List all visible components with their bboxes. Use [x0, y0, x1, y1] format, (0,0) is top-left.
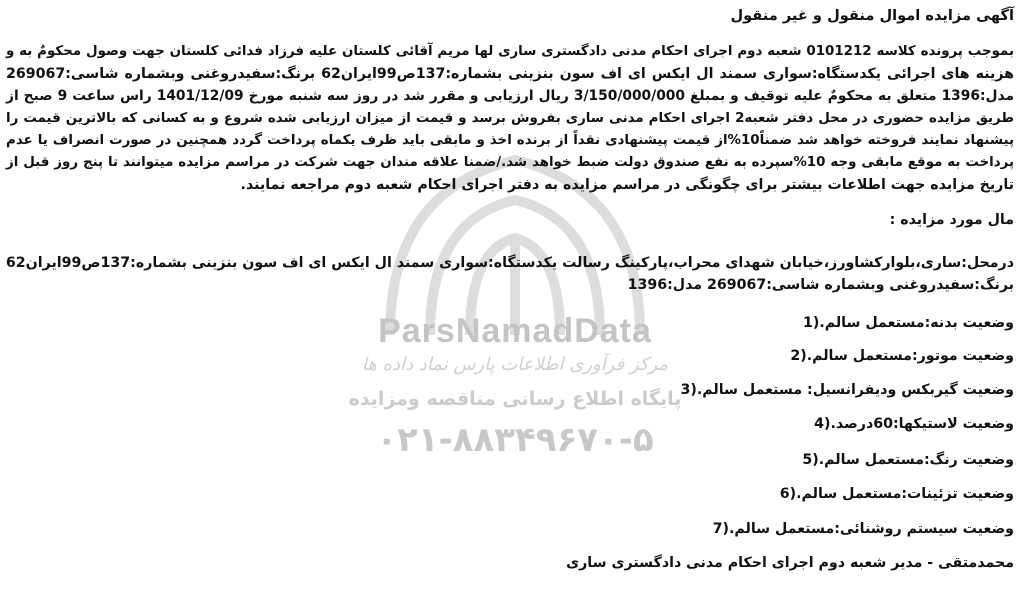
notice-body-line: پرداخت به موقع مابقی وجه 10%سپرده به نفع صندوق دولت ضبط خواهد شد./ضمنا علاقه مندان جهت شرکت در مراسم مزایده میتوانند تا پنج روز قبل از [6, 155, 1014, 170]
watermark-company-line: مرکز فرآوری اطلاعات پارس نماد داده ها [361, 354, 669, 375]
notice-body-line: بموجب پرونده کلاسه 0101212 شعبه دوم اجرای احکام مدنی دادگستری ساری لها مریم آقائی کلستان علیه فرزاد فدائی کلستان جهت وصول محکومٌ به و [6, 44, 1015, 59]
condition-item: وضعیت رنگ:مستعمل سالم.(5 [802, 452, 1014, 468]
property-heading: مال مورد مزایده : [889, 212, 1014, 228]
condition-item: وضعیت بدنه:مستعمل سالم.(1 [802, 315, 1014, 331]
property-location-line: درمحل:ساری،بلوارکشاورز،خیابان شهدای محراب،پارکینگ رسالت یکدستگاه:سواری سمند ال ایکس ای اف سون بنزینی بشماره:137ص99ایران62 [5, 255, 1014, 271]
condition-item: وضعیت گیربکس ودیفرانسیل: مستعمل سالم.(3 [680, 382, 1014, 398]
watermark-portal-line: پایگاه اطلاع رسانی مناقصه ومزایده [348, 388, 682, 410]
notice-body-line: طریق مزایده حضوری در محل دفتر شعبه2 اجرای احکام مدنی ساری بفروش برسد و قیمت از میزان ارزیابی شده شروع و به کسانی که بالاترین قیمت را [6, 111, 1015, 126]
condition-item: وضعیت سیستم روشنائی:مستعمل سالم.(7 [712, 521, 1014, 537]
notice-body-line: هزینه های اجرائی یکدستگاه:سواری سمند ال ایکس ای اف سون بنزینی بشماره:137ص99ایران62 برنگ:سفیدروغنی وبشماره شاسی:269067 [6, 66, 1014, 82]
notice-title: آگهی مزایده اموال منقول و غیر منقول [730, 7, 1014, 24]
notice-body-line: مدل:1396 متعلق به محکومٌ علیه توقیف و بمبلغ 3/150/000/000 ریال ارزیابی و مقرر شد در روز سه شنبه مورخ 1401/12/09 راس ساعت 9 صبح از [6, 88, 1014, 104]
property-location-line: برنگ:سفیدروغنی وبشماره شاسی:269067 مدل:1396 [627, 277, 1014, 293]
notice-body-line: تاریخ مزایده جهت اطلاعات بیشتر برای چگونگی در مراسم مزایده به دفتر اجرای احکام شعبه دوم مراجعه نمایند. [240, 177, 1014, 193]
notice-body-line: پیشنهاد نمایند فروخته خواهد شد ضمناً10%از قیمت پیشنهادی نقداً از برنده اخذ و مابقی باید ظرف یکماه پرداخت گردد همچنین در صورت انصراف یا عدم [6, 133, 1014, 148]
condition-item: وضعیت موتور:مستعمل سالم.(2 [790, 348, 1014, 364]
signature-line: محمدمتقی - مدیر شعبه دوم اجرای احکام مدنی دادگستری ساری [566, 555, 1014, 571]
condition-item: وضعیت تزئینات:مستعمل سالم.(6 [779, 486, 1014, 502]
condition-item: وضعیت لاستیکها:60درصد.(4 [814, 416, 1014, 432]
watermark-brand: ParsNamadData [378, 312, 652, 350]
watermark-phone: ۰۲۱-۸۸۳۴۹۶۷۰-۵ [376, 420, 654, 460]
